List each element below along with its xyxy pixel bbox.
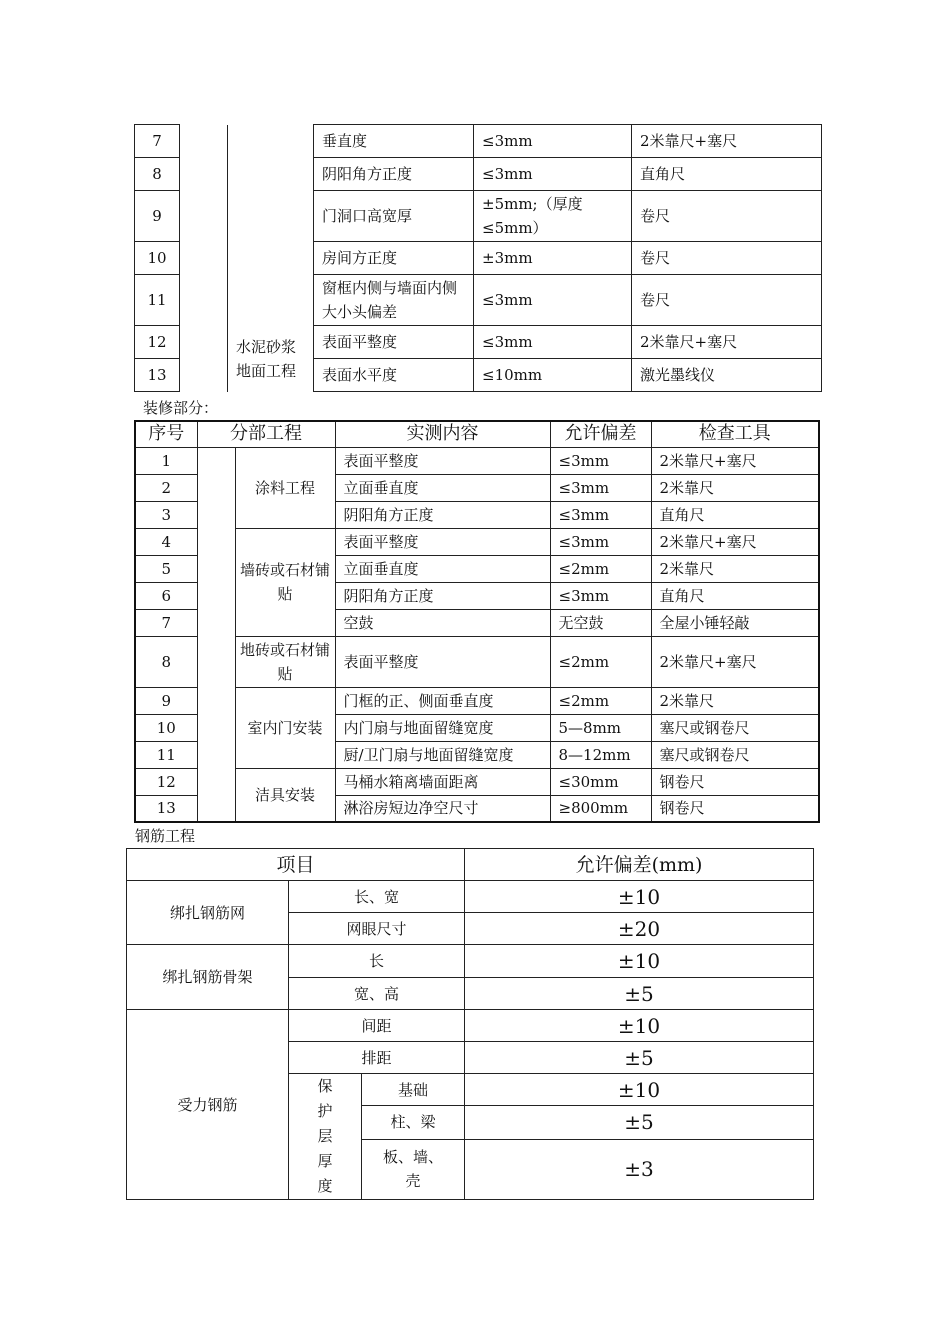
tool-cell: 2米靠尺+塞尺 <box>632 125 822 158</box>
table-row: 板、墙、壳 ±3 <box>127 1139 814 1200</box>
group-label: 水泥砂浆地面工程 <box>228 326 314 392</box>
table-row <box>135 326 822 359</box>
tolerance-cell: ≤3mm <box>474 275 632 326</box>
table-row: 绑扎钢筋骨架 长 ±10 <box>127 945 814 978</box>
table-row: 宽、高 ±5 <box>127 978 814 1010</box>
table-row: 排距 ±5 <box>127 1042 814 1074</box>
header-tool: 检查工具 <box>651 421 819 447</box>
table-row: 8 地砖或石材铺贴 表面平整度 ≤2mm 2米靠尺+塞尺 <box>135 636 819 687</box>
tolerance-cell: ±3mm <box>474 242 632 275</box>
group-label: 绑扎钢筋网 <box>127 881 289 945</box>
tool-cell: 卷尺 <box>632 242 822 275</box>
header-item: 项目 <box>127 849 465 881</box>
group-label: 室内门安装 <box>235 687 335 768</box>
tool-cell: 激光墨线仪 <box>632 359 822 392</box>
tool-cell: 直角尺 <box>632 158 822 191</box>
row-number: 12 <box>135 326 180 359</box>
header-content: 实测内容 <box>335 421 550 447</box>
table-header-row <box>135 421 819 447</box>
row-number: 13 <box>135 359 180 392</box>
table-row: 柱、梁 ±5 <box>127 1106 814 1139</box>
table-row: 7 空鼓 无空鼓 全屋小锤轻敲 <box>135 609 819 636</box>
table-row: 11 厨/卫门扇与地面留缝宽度 8—12mm 塞尺或钢卷尺 <box>135 741 819 768</box>
row-number: 11 <box>135 275 180 326</box>
header-tolerance: 允许偏差(mm) <box>465 849 814 881</box>
table-row: 网眼尺寸 ±20 <box>127 913 814 945</box>
tool-cell: 卷尺 <box>632 275 822 326</box>
group-label: 涂料工程 <box>235 447 335 528</box>
table-row: 2 立面垂直度 ≤3mm 2米靠尺 <box>135 474 819 501</box>
group-label: 绑扎钢筋骨架 <box>127 945 289 1010</box>
row-number: 8 <box>135 158 180 191</box>
header-tolerance: 允许偏差 <box>550 421 651 447</box>
table-row: 保 护 层 厚 度 基础 ±10 <box>127 1074 814 1106</box>
table-header-row <box>127 849 814 881</box>
header-section: 分部工程 <box>197 421 335 447</box>
tolerance-cell: ≤3mm <box>474 326 632 359</box>
tool-cell: 卷尺 <box>632 191 822 242</box>
item-cell: 表面平整度 <box>314 326 474 359</box>
group-label: 受力钢筋 <box>127 1010 289 1200</box>
rebar-tolerance-table <box>126 848 814 1200</box>
table-row: 9 室内门安装 门框的正、侧面垂直度 ≤2mm 2米靠尺 <box>135 687 819 714</box>
row-number: 10 <box>135 242 180 275</box>
item-cell: 房间方正度 <box>314 242 474 275</box>
table-row: 5 立面垂直度 ≤2mm 2米靠尺 <box>135 555 819 582</box>
table-row: 3 阴阳角方正度 ≤3mm 直角尺 <box>135 501 819 528</box>
row-number: 9 <box>135 191 180 242</box>
table-row: 1 涂料工程 表面平整度 ≤3mm 2米靠尺+塞尺 <box>135 447 819 474</box>
row-number: 7 <box>135 125 180 158</box>
table-row: 6 阴阳角方正度 ≤3mm 直角尺 <box>135 582 819 609</box>
item-cell: 垂直度 <box>314 125 474 158</box>
masonry-tolerance-table <box>134 124 822 392</box>
tolerance-cell: ≤3mm <box>474 125 632 158</box>
group-label: 洁具安装 <box>235 768 335 822</box>
item-cell: 窗框内侧与墙面内侧大小头偏差 <box>314 275 474 326</box>
decoration-tolerance-table <box>134 420 820 823</box>
table-row: 4 墙砖或石材铺贴 表面平整度 ≤3mm 2米靠尺+塞尺 <box>135 528 819 555</box>
item-cell: 阴阳角方正度 <box>314 158 474 191</box>
table-row: 13 淋浴房短边净空尺寸 ≥800mm 钢卷尺 <box>135 795 819 822</box>
group-label: 地砖或石材铺贴 <box>235 636 335 687</box>
group-label: 墙砖或石材铺贴 <box>235 528 335 636</box>
header-no: 序号 <box>135 421 197 447</box>
tool-cell: 2米靠尺+塞尺 <box>632 326 822 359</box>
item-cell: 门洞口高宽厚 <box>314 191 474 242</box>
tolerance-cell: ≤3mm <box>474 158 632 191</box>
table-row: 12 洁具安装 马桶水箱离墙面距离 ≤30mm 钢卷尺 <box>135 768 819 795</box>
table-row: 绑扎钢筋网 长、宽 ±10 <box>127 881 814 913</box>
item-cell: 表面水平度 <box>314 359 474 392</box>
decoration-caption: 装修部分： <box>143 399 219 417</box>
table-row: 10 内门扇与地面留缝宽度 5—8mm 塞尺或钢卷尺 <box>135 714 819 741</box>
cover-thickness-label: 保 护 层 厚 度 <box>289 1074 362 1200</box>
tolerance-cell: ±5mm;（厚度≤5mm） <box>474 191 632 242</box>
rebar-caption: 钢筋工程 <box>135 827 196 845</box>
table-row: 受力钢筋 间距 ±10 <box>127 1010 814 1042</box>
tolerance-cell: ≤10mm <box>474 359 632 392</box>
table-row <box>135 125 822 158</box>
